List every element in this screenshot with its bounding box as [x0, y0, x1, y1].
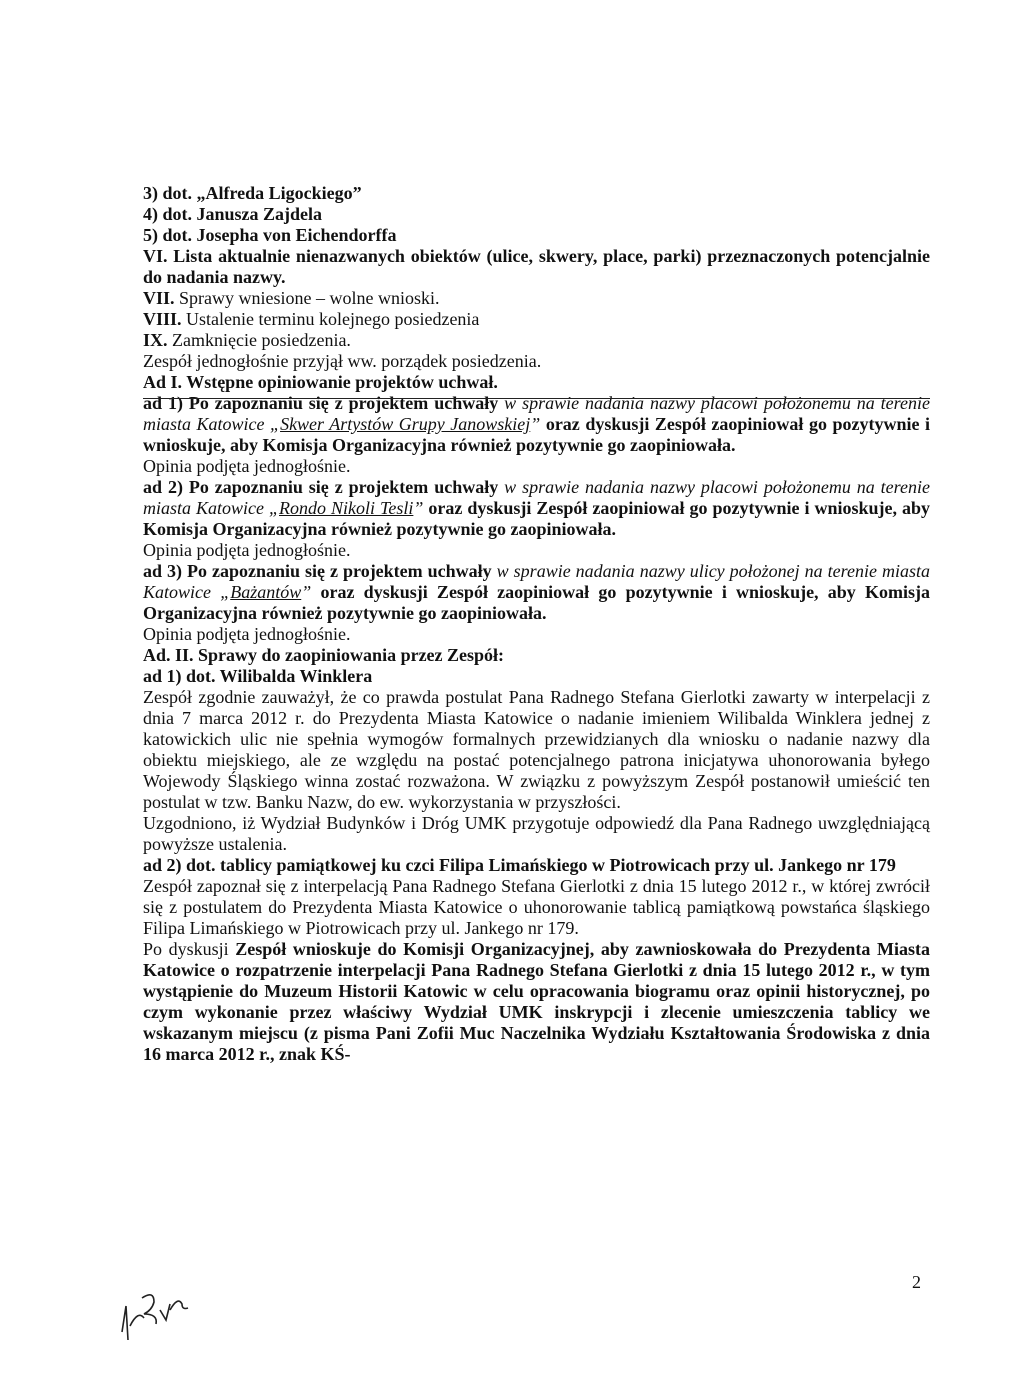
ad1-item-2-subject: w sprawie nadania nazwy placowi położonemu na terenie miasta Katowice „ [143, 477, 930, 518]
agenda-item-5: 5) dot. Josepha von Eichendorffa [143, 225, 397, 245]
ad1-item-1-conclusion: oraz dyskusji Zespół zaopiniował go pozytywnie i wnioskuje, aby Komisja Organizacyjna również pozytywnie go zaopiniowała. [143, 414, 930, 455]
agenda-item-ix-text: Zamknięcie posiedzenia. [167, 330, 351, 350]
ad1-item-2-intro: ad 2) Po zapoznaniu się z projektem uchwały [143, 477, 505, 497]
agenda-item-4: 4) dot. Janusza Zajdela [143, 204, 323, 224]
signature-icon [110, 1270, 200, 1350]
ad1-item-1 [143, 393, 930, 456]
ad2-item-2-heading: ad 2) dot. tablicy pamiątkowej ku czci Filipa Limańskiego w Piotrowicach przy ul. Jankego nr 179 [143, 855, 896, 875]
ad1-item-3-name: Bażantów [230, 582, 302, 602]
agenda-item-ix-number: IX. [143, 330, 168, 350]
agenda-item-vii-number: VII. [143, 288, 175, 308]
section-ad-ii-heading: Ad. II. Sprawy do zaopiniowania przez Zespół: [143, 645, 505, 665]
ad2-item-2-paragraph-2-request: Zespół wnioskuje do Komisji Organizacyjnej, aby zawnioskowała do Prezydenta Miasta Katowice o rozpatrzenie interpelacji Pana Radnego Stefana Gierlotki z dnia 15 lutego 2012 r., w tym wystąpienie do Muzeum Historii Katowic w celu opracowania biogramu oraz opinii historycznej, po czym wykonanie przez właściwy Wydział UMK inskrypcji i zlecenie umieszczenia tablicy we wskazanym miejscu (z pisma Pani Zofii Muc Naczelnika Wydziału Kształtowania Środowiska z dnia 16 marca 2012 r., znak KŚ- [143, 939, 930, 1064]
agenda-item-ix [143, 330, 930, 351]
ad1-item-3-conclusion: oraz dyskusji Zespół zaopiniował go pozytywnie i wnioskuje, aby Komisja Organizacyjna również pozytywnie go zaopiniowała. [143, 582, 931, 623]
ad1-item-2 [143, 477, 930, 540]
ad2-item-1-paragraph-2: Uzgodniono, iż Wydział Budynków i Dróg UMK przygotuje odpowiedź dla Pana Radnego uwzględniającą powyższe ustalenia. [143, 813, 930, 854]
ad2-item-1-heading: ad 1) dot. Wilibalda Winklera [143, 666, 373, 686]
agenda-item-viii [143, 309, 930, 330]
ad1-item-3-intro: ad 3) Po zapoznaniu się z projektem uchwały [143, 561, 497, 581]
section-divider [143, 398, 930, 399]
ad1-item-3 [143, 561, 930, 624]
ad1-item-3-quote: ” [301, 582, 312, 602]
section-ad-i-heading: Ad I. Wstępne opiniowanie projektów uchwał. [143, 372, 498, 392]
agenda-item-viii-text: Ustalenie terminu kolejnego posiedzenia [181, 309, 480, 329]
agenda-item-vii [143, 288, 930, 309]
ad1-item-1-quote: ” [530, 414, 541, 434]
ad1-item-3-opinion: Opinia podjęta jednogłośnie. [143, 624, 351, 644]
ad1-item-1-name: Skwer Artystów Grupy Janowskiej [280, 414, 531, 434]
ad1-item-1-subject: w sprawie nadania nazwy placowi położonemu na terenie miasta Katowice „ [143, 393, 930, 434]
ad2-item-2-paragraph-1: Zespół zapoznał się z interpelacją Pana Radnego Stefana Gierlotki z dnia 15 lutego 2012 r., w której zwrócił się z postulatem do Prezydenta Miasta Katowice o uhonorowanie tablicą pamiątkową powstańca śląskiego Filipa Limańskiego w Piotrowicach przy ul. Jankego nr 179. [143, 876, 930, 938]
agenda-item-3: 3) dot. „Alfreda Ligockiego” [143, 183, 362, 203]
agenda-item-viii-number: VIII. [143, 309, 182, 329]
ad1-item-1-intro: ad 1) Po zapoznaniu się z projektem uchwały [143, 393, 505, 413]
agenda-item-vii-text: Sprawy wniesione – wolne wnioski. [174, 288, 440, 308]
ad2-item-2-paragraph-2 [143, 939, 930, 1065]
agenda-accepted-note: Zespół jednogłośnie przyjął ww. porządek posiedzenia. [143, 351, 542, 371]
ad1-item-2-opinion: Opinia podjęta jednogłośnie. [143, 540, 351, 560]
page-number: 2 [912, 1272, 921, 1292]
ad2-item-1-paragraph-1: Zespół zgodnie zauważył, że co prawda postulat Pana Radnego Stefana Gierlotki zawarty w interpelacji z dnia 7 marca 2012 r. do Prezydenta Miasta Katowice o nadanie imieniem Wilibalda Winklera jednej z katowickich ulic nie spełnia wymogów formalnych przewidzianych dla wniosku o nadanie nazwy dla obiektu miejskiego, ale ze względu na postać potencjalnego patrona inicjatywa uhonorowania byłego Wojewody Śląskiego winna zostać rozważona. W związku z powyższym Zespół postanowił umieścić ten postulat w tzw. Banku Nazw, do ew. wykorzystania w przyszłości. [143, 687, 930, 812]
ad1-item-3-subject: w sprawie nadania nazwy ulicy położonej na terenie miasta Katowice „ [143, 561, 930, 602]
ad1-item-2-name: Rondo Nikoli Tesli [279, 498, 414, 518]
ad1-item-1-opinion: Opinia podjęta jednogłośnie. [143, 456, 351, 476]
agenda-item-vi: VI. Lista aktualnie nienazwanych obiektów (ulice, skwery, place, parki) przeznaczonych potencjalnie do nadania nazwy. [143, 246, 930, 287]
ad1-item-2-conclusion: oraz dyskusji Zespół zaopiniował go pozytywnie i wnioskuje, aby Komisja Organizacyjna również pozytywnie go zaopiniowała. [143, 498, 930, 539]
ad2-item-2-paragraph-2-intro: Po dyskusji [143, 939, 236, 959]
ad1-item-2-quote: ” [413, 498, 424, 518]
document-body [143, 183, 930, 1065]
